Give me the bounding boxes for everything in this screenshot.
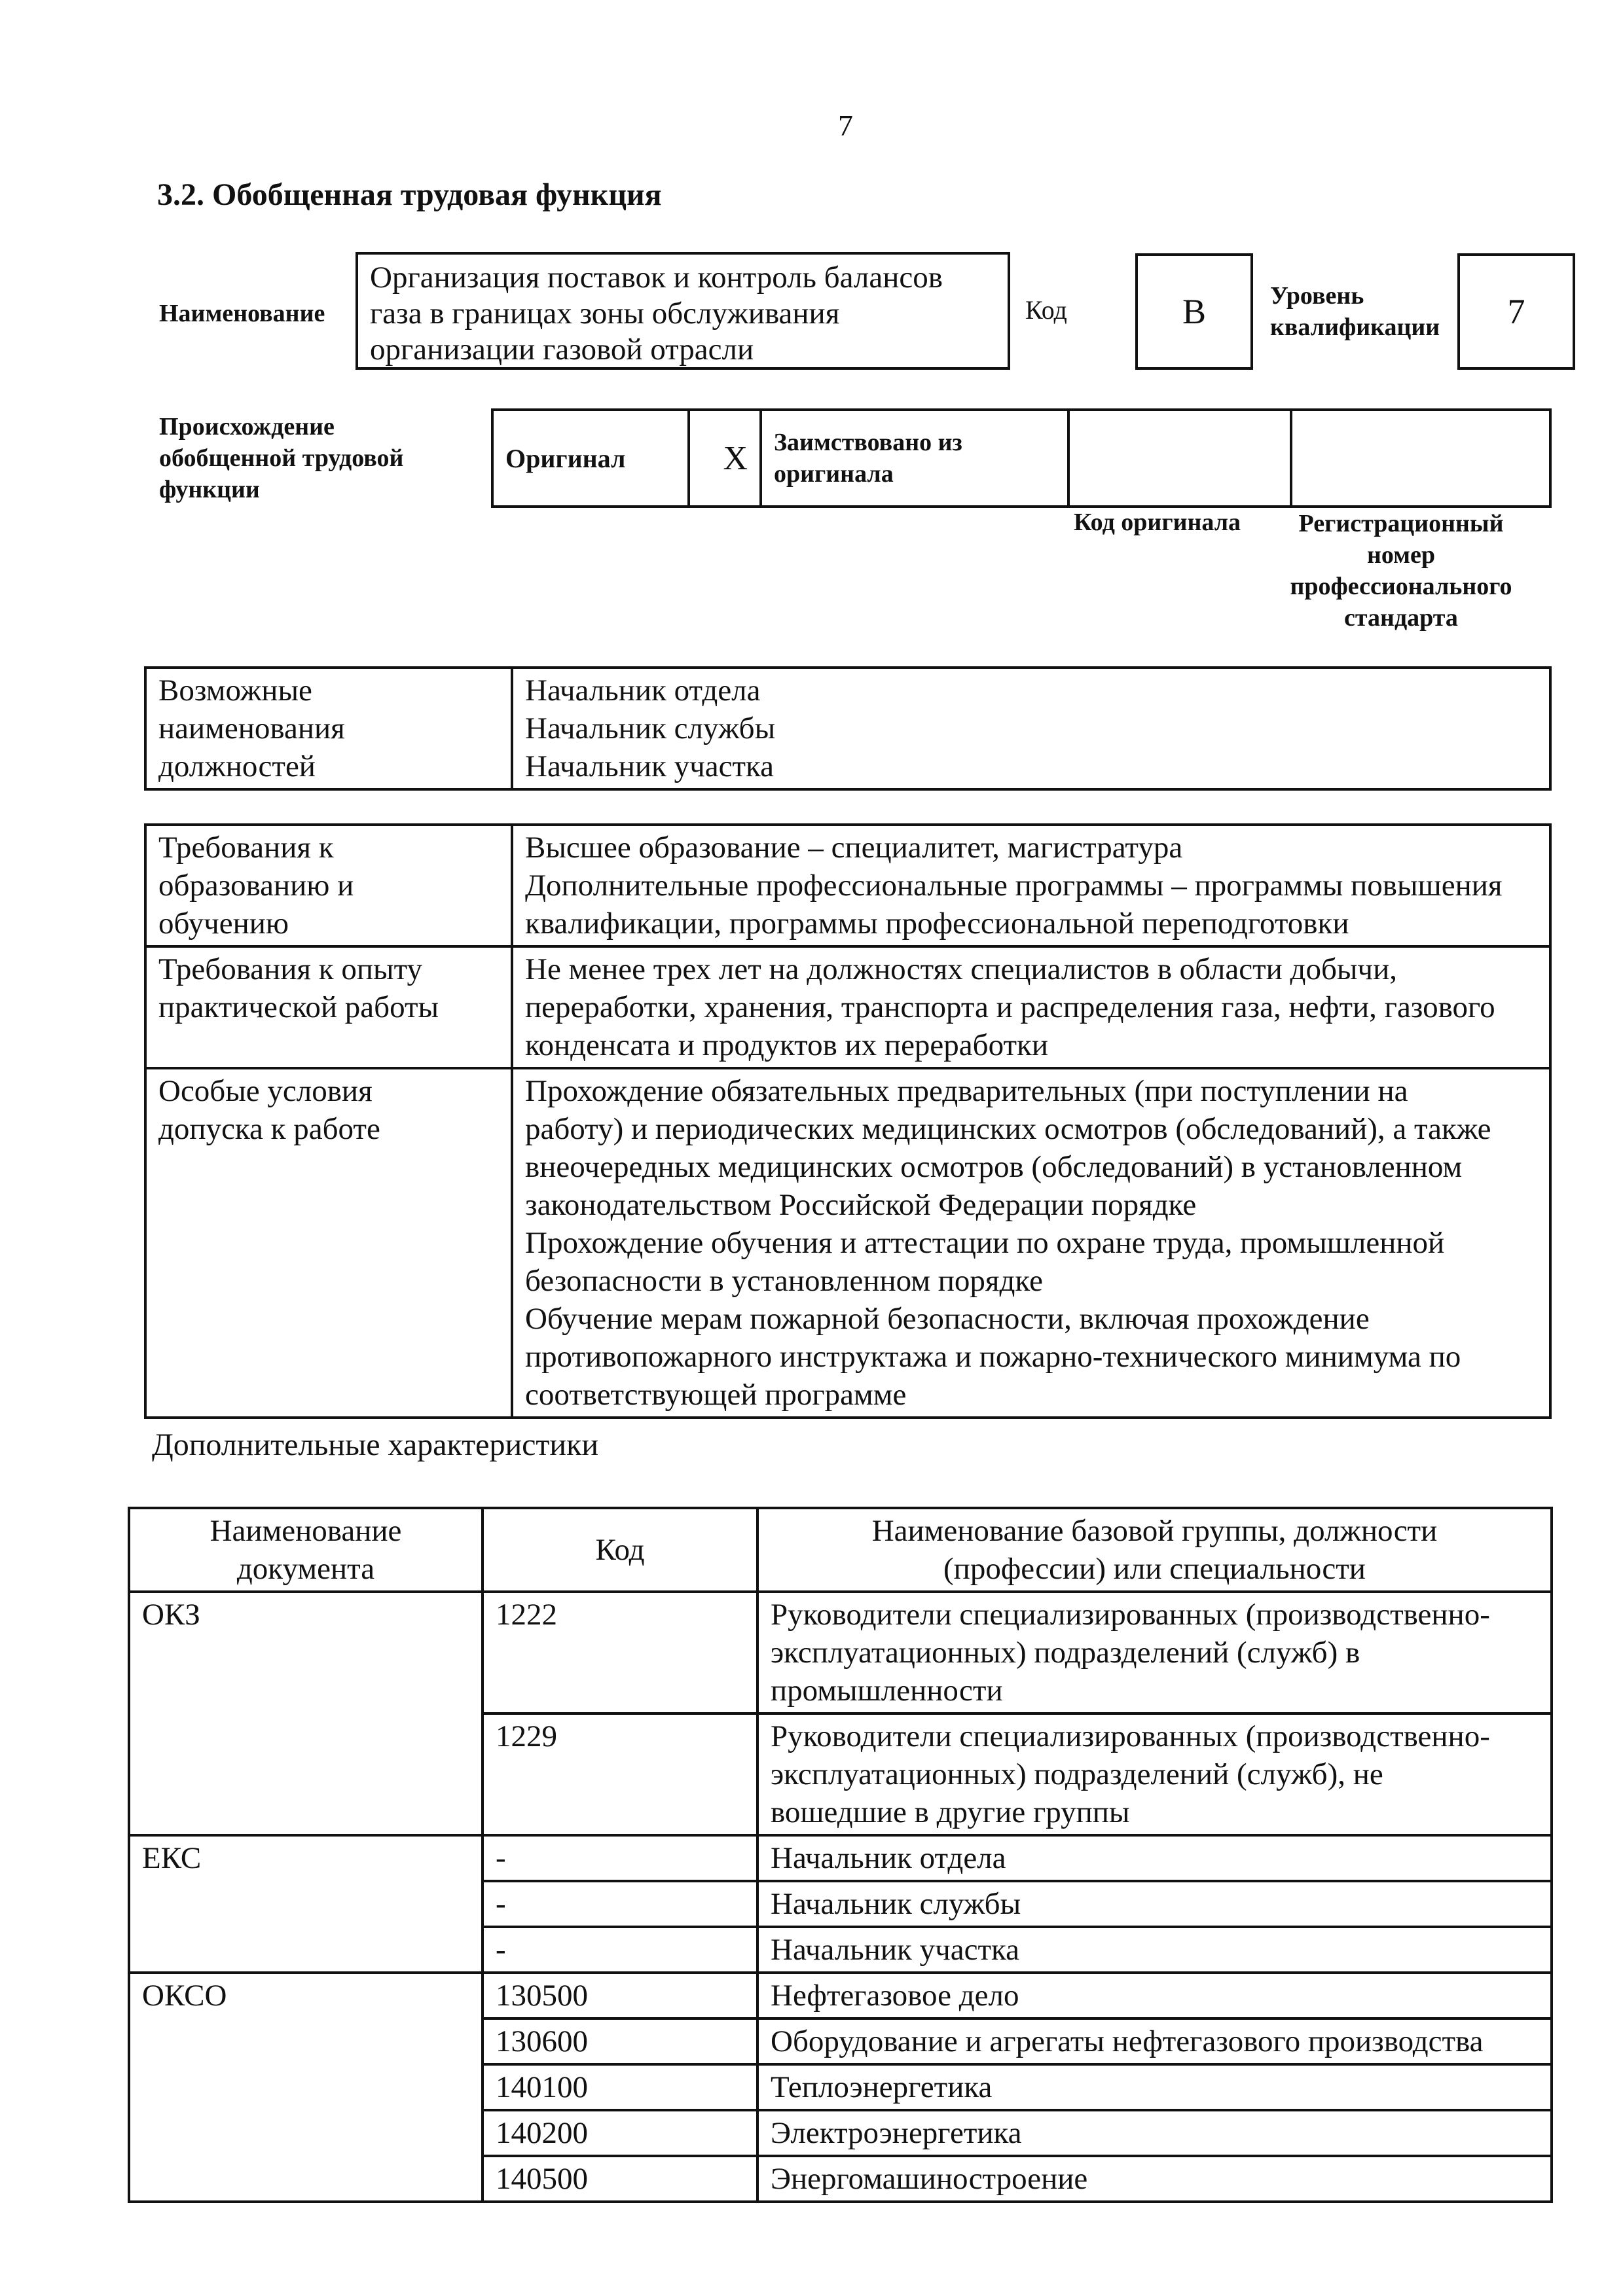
code-label: Код — [1025, 295, 1067, 325]
table-row — [145, 946, 1550, 1068]
requirement-label — [145, 1068, 512, 1418]
column-header-name — [757, 1508, 1552, 1592]
requirements-table — [144, 823, 1552, 1419]
value-line: Дополнительные профессиональные программы – программы повышения — [525, 869, 1503, 903]
column-header-code: Код — [483, 1508, 757, 1592]
origin-label-line: Происхождение — [159, 413, 335, 440]
section-title: 3.2. Обобщенная трудовая функция — [157, 177, 662, 212]
label-line: практической работы — [158, 990, 439, 1024]
name-line: Руководители специализированных (производственно- — [771, 1719, 1490, 1753]
level-label-line: Уровень — [1270, 282, 1364, 310]
requirement-value — [512, 1068, 1550, 1418]
additional-characteristics-table — [128, 1507, 1553, 2203]
code-cell: - — [483, 1835, 757, 1881]
additional-characteristics-title: Дополнительные характеристики — [152, 1427, 599, 1462]
value-line: Высшее образование – специалитет, магистратура — [525, 831, 1183, 865]
value-line: квалификации, программы профессиональной переподготовки — [525, 906, 1349, 941]
code-cell: 140500 — [483, 2156, 757, 2202]
name-line: Руководители специализированных (производственно- — [771, 1598, 1490, 1632]
position-item: Начальник службы — [525, 711, 776, 745]
borrowed-line: Заимствовано из — [774, 429, 962, 456]
requirement-label — [145, 946, 512, 1068]
level-label-line: квалификации — [1270, 314, 1440, 341]
value-line: Не менее трех лет на должностях специалистов в области добычи, — [525, 952, 1397, 986]
header-line: Наименование — [210, 1514, 402, 1548]
header-line: Наименование базовой группы, должности — [871, 1514, 1438, 1548]
requirement-value — [512, 946, 1550, 1068]
name-line: эксплуатационных) подразделений (служб) в — [771, 1636, 1360, 1670]
name-cell — [757, 1713, 1552, 1835]
table-row — [145, 825, 1550, 946]
code-cell: - — [483, 1927, 757, 1973]
label-line: Особые условия — [158, 1074, 373, 1108]
document-okz: ОКЗ — [129, 1592, 483, 1835]
header-line: документа — [236, 1552, 375, 1586]
positions-label — [145, 668, 512, 789]
original-mark: X — [689, 410, 761, 507]
name-line: вошедшие в другие группы — [771, 1795, 1130, 1829]
name-cell: Нефтегазовое дело — [757, 1973, 1552, 2018]
name-cell: Начальник службы — [757, 1881, 1552, 1927]
name-cell: Оборудование и агрегаты нефтегазового производства — [757, 2018, 1552, 2064]
function-name-box: Организация поставок и контроль балансов газа в границах зоны обслуживания организации газовой отрасли — [356, 252, 1010, 370]
label-line: Требования к опыту — [158, 952, 423, 986]
code-value: B — [1135, 253, 1253, 370]
reg-caption-line: Регистрационный — [1298, 510, 1504, 537]
reg-caption-line: номер — [1366, 541, 1436, 569]
value-line: законодательством Российской Федерации порядке — [525, 1188, 1197, 1222]
header-line: (профессии) или специальности — [943, 1552, 1366, 1586]
positions-label-line: наименования — [158, 711, 345, 745]
code-cell: 130500 — [483, 1973, 757, 2018]
value-line: конденсата и продуктов их переработки — [525, 1028, 1048, 1062]
value-line: соответствующей программе — [525, 1378, 907, 1412]
code-cell: 1229 — [483, 1713, 757, 1835]
positions-table — [144, 666, 1552, 791]
borrowed-line: оригинала — [774, 460, 894, 488]
table-row — [129, 1592, 1552, 1713]
table-row — [129, 1835, 1552, 1881]
name-line: промышленности — [771, 1674, 1003, 1708]
requirement-label — [145, 825, 512, 946]
position-item: Начальник отдела — [525, 673, 761, 708]
label-line: допуска к работе — [158, 1112, 380, 1146]
code-cell: - — [483, 1881, 757, 1927]
code-cell: 130600 — [483, 2018, 757, 2064]
registration-number-cell — [1291, 410, 1550, 507]
positions-list — [512, 668, 1550, 789]
origin-table — [491, 408, 1552, 508]
origin-label-line: обобщенной трудовой — [159, 444, 404, 472]
qualification-level-value: 7 — [1457, 253, 1575, 370]
table-header-row — [129, 1508, 1552, 1592]
value-line: безопасности в установленном порядке — [525, 1264, 1043, 1298]
label-line: Требования к — [158, 831, 334, 865]
position-item: Начальник участка — [525, 749, 774, 783]
value-line: внеочередных медицинских осмотров (обследований) в установленном — [525, 1150, 1463, 1184]
origin-label-line: функции — [159, 476, 260, 503]
name-cell — [757, 1592, 1552, 1713]
table-row — [129, 1973, 1552, 2018]
label-line: обучению — [158, 906, 289, 941]
column-header-document — [129, 1508, 483, 1592]
table-row — [145, 1068, 1550, 1418]
name-cell: Начальник участка — [757, 1927, 1552, 1973]
value-line: Прохождение обязательных предварительных (при поступлении на — [525, 1074, 1408, 1108]
qualification-level-label — [1270, 280, 1440, 343]
original-code-caption: Код оригинала — [1074, 509, 1241, 536]
origin-label — [159, 411, 403, 505]
original-code-cell — [1068, 410, 1291, 507]
name-cell: Начальник отдела — [757, 1835, 1552, 1881]
name-line: эксплуатационных) подразделений (служб), не — [771, 1757, 1383, 1791]
page-number: 7 — [838, 109, 853, 142]
code-cell: 140100 — [483, 2064, 757, 2110]
reg-caption-line: профессионального — [1290, 573, 1512, 600]
requirement-value — [512, 825, 1550, 946]
value-line: Прохождение обучения и аттестации по охране труда, промышленной — [525, 1226, 1445, 1260]
reg-caption-line: стандарта — [1344, 604, 1458, 632]
code-cell: 1222 — [483, 1592, 757, 1713]
borrowed-label — [761, 410, 1068, 507]
value-line: Обучение мерам пожарной безопасности, включая прохождение — [525, 1302, 1370, 1336]
label-line: образованию и — [158, 869, 354, 903]
original-label: Оригинал — [492, 410, 689, 507]
registration-number-caption — [1277, 508, 1525, 634]
name-cell: Энергомашиностроение — [757, 2156, 1552, 2202]
document-eks: ЕКС — [129, 1835, 483, 1973]
positions-label-line: должностей — [158, 749, 316, 783]
name-cell: Теплоэнергетика — [757, 2064, 1552, 2110]
name-label: Наименование — [159, 300, 325, 327]
name-cell: Электроэнергетика — [757, 2110, 1552, 2156]
value-line: работу) и периодических медицинских осмотров (обследований), а также — [525, 1112, 1491, 1146]
positions-label-line: Возможные — [158, 673, 312, 708]
document-okso: ОКСО — [129, 1973, 483, 2202]
value-line: противопожарного инструктажа и пожарно-технического минимума по — [525, 1340, 1461, 1374]
code-cell: 140200 — [483, 2110, 757, 2156]
value-line: переработки, хранения, транспорта и распределения газа, нефти, газового — [525, 990, 1495, 1024]
